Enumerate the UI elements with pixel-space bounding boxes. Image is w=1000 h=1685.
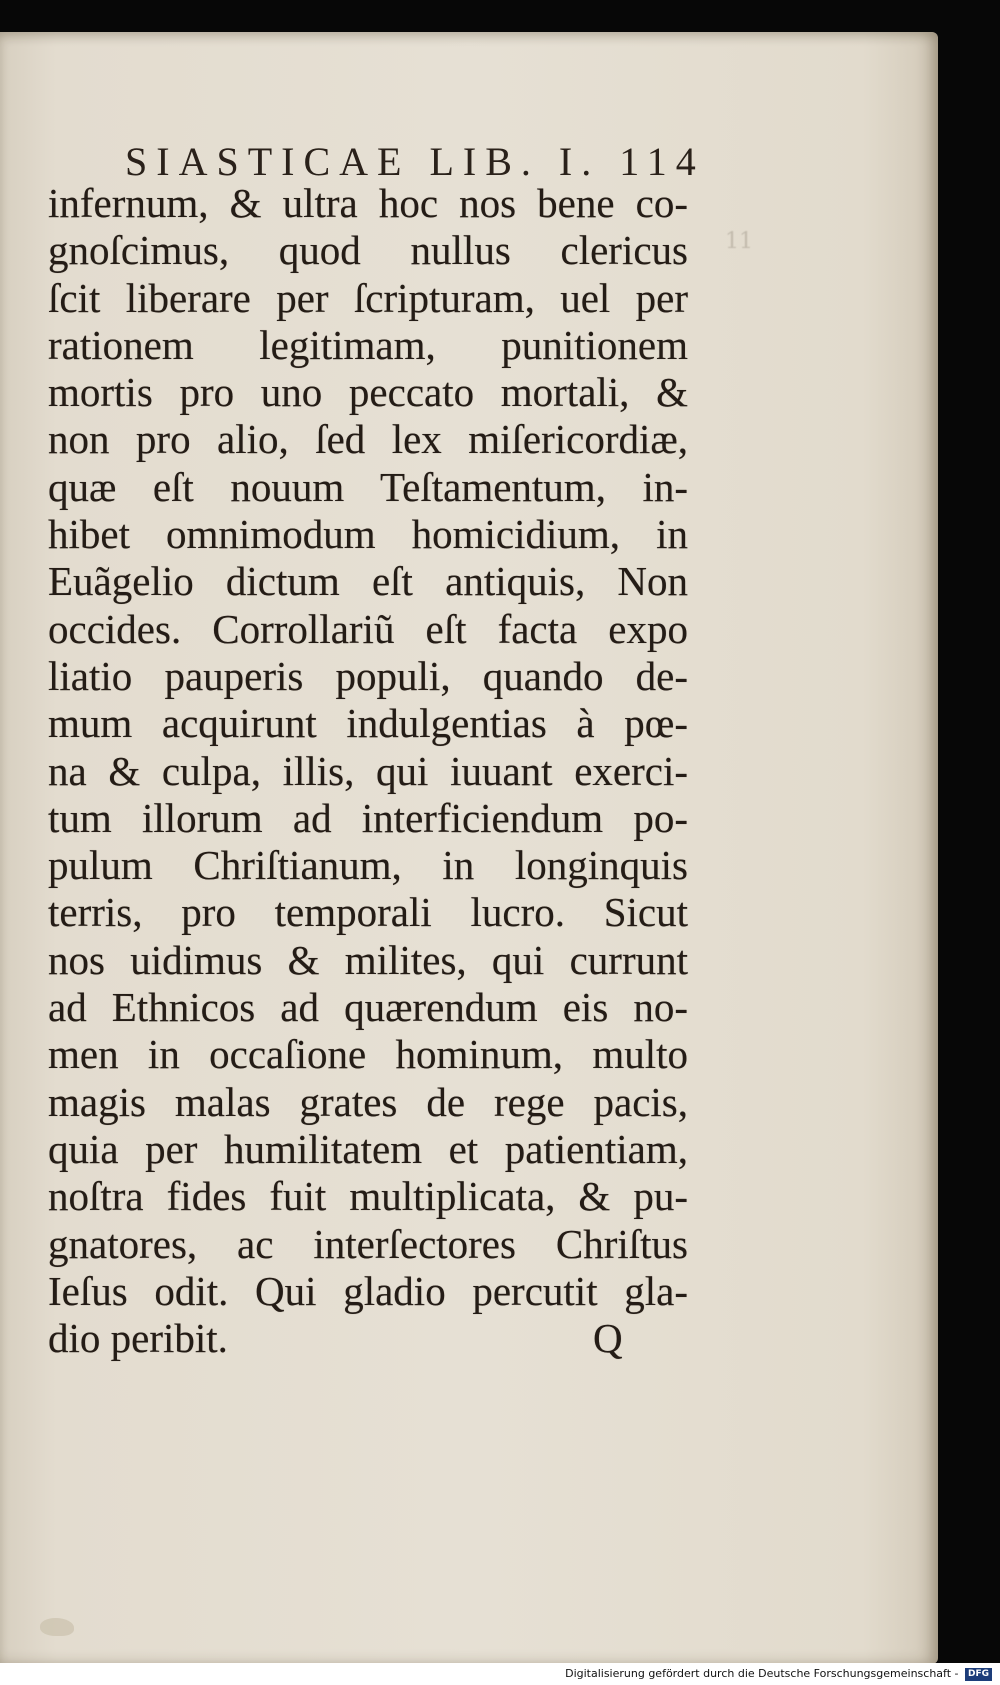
text-line: non pro alio, ſed lex miſericordiæ, [48, 416, 688, 463]
paper-stain [40, 1618, 74, 1636]
text-line: pulum Chriſtianum, in longinquis [48, 842, 688, 889]
digitization-credit: Digitalisierung gefördert durch die Deutsche Forschungsgemeinschaft - [565, 1667, 959, 1680]
text-line: tum illorum ad interficiendum po- [48, 794, 688, 841]
text-line: nos uidimus & milites, qui currunt [48, 936, 688, 983]
text-line: gnatores, ac interſectores Chriſtus [48, 1220, 688, 1267]
text-line: ſcit liberare per ſcripturam, uel per [48, 274, 688, 321]
text-line: quia per humilitatem et patientiam, [48, 1125, 688, 1172]
text-line: terris, pro temporali lucro. Sicut [48, 889, 688, 936]
text-line-final [48, 1315, 688, 1362]
text-line: noſtra fides fuit multiplicata, & pu- [48, 1173, 688, 1220]
text-line: infernum, & ultra hoc nos bene co- [48, 180, 688, 226]
text-line: ad Ethnicos ad quærendum eis no- [48, 984, 688, 1031]
text-line: occides. Corrollariũ eſt facta expo [48, 605, 688, 652]
text-line: rationem legitimam, punitionem [48, 321, 688, 368]
text-line: na & culpa, illis, qui iuuant exerci- [48, 747, 688, 794]
text-line: liatio pauperis populi, quando de- [48, 652, 688, 699]
digitization-credit-bar [0, 1663, 1000, 1685]
final-line-text: dio peribit. [48, 1315, 228, 1362]
show-through-bleed: 11 [690, 229, 753, 254]
text-line: quæ eſt nouum Teſtamentum, in- [48, 463, 688, 510]
text-line: men in occaſione hominum, multo [48, 1031, 688, 1078]
body-text [48, 180, 688, 1362]
text-line: magis malas grates de rege pacis, [48, 1078, 688, 1125]
dfg-logo-icon: DFG [965, 1668, 992, 1681]
text-line: mum acquirunt indulgentias à pœ- [48, 700, 688, 747]
running-header: SIASTICAE LIB. I. 114 [125, 139, 705, 184]
text-line: Euãgelio dictum eſt antiquis, Non [48, 558, 688, 605]
text-line: gnoſcimus, quod nullus clericus [48, 227, 688, 274]
text-line: Ieſus odit. Qui gladio percutit gla- [48, 1267, 688, 1314]
text-line: hibet omnimodum homicidium, in [48, 511, 688, 558]
catchword: Q [593, 1315, 623, 1362]
text-line: mortis pro uno peccato mortali, & [48, 369, 688, 416]
